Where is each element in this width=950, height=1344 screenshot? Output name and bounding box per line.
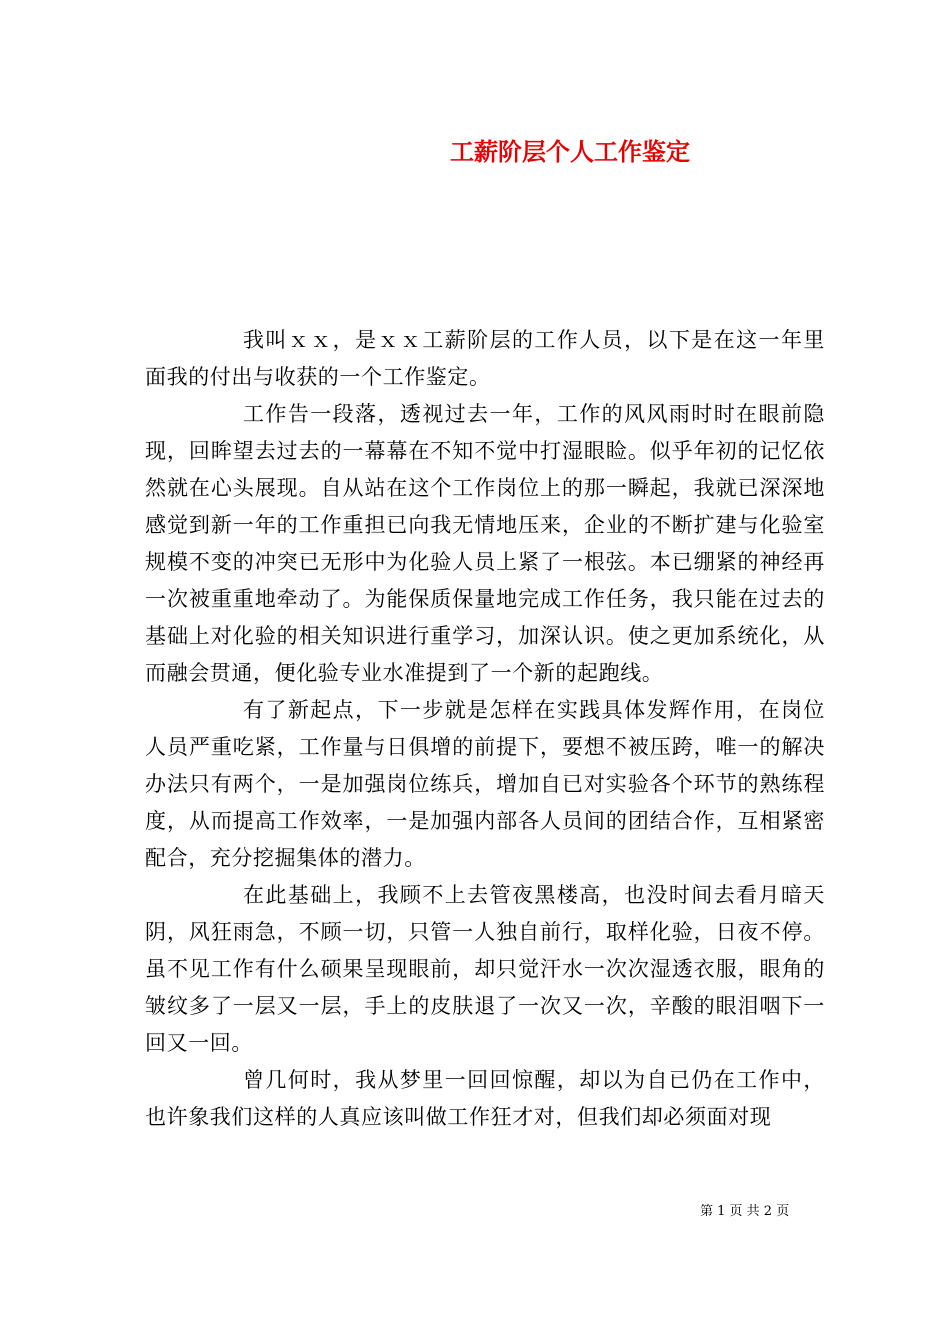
paragraph-1: 我叫ｘｘ，是ｘｘ工薪阶层的工作人员，以下是在这一年里面我的付出与收获的一个工作鉴定。 (145, 328, 825, 389)
page-number-footer: 第 1 页 共 2 页 (700, 1204, 790, 1219)
paragraph-2: 工作告一段落，透视过去一年，工作的风风雨时时在眼前隐现，回眸望去过去的一幕幕在不知不觉中打湿眼睑。似乎年初的记忆依然就在心头展现。自从站在这个工作岗位上的那一瞬起，我就已深深地感觉到新一年的工作重担已向我无情地压来，企业的不断扩建与化验室规模不变的冲突已无形中为化验人员上紧了一根弦。本已绷紧的神经再一次被重重地牵动了。为能保质保量地完成工作任务，我只能在过去的基础上对化验的相关知识进行重学习，加深认识。使之更加系统化，从而融会贯通，便化验专业水准提到了一个新的起跑线。 (145, 402, 825, 685)
paragraph-4: 在此基础上，我顾不上去管夜黑楼高，也没时间去看月暗天阴，风狂雨急，不顾一切，只管一人独自前行，取样化验，日夜不停。虽不见工作有什么硕果呈现眼前，却只觉汗水一次次湿透衣服，眼角的皱纹多了一层又一层，手上的皮肤退了一次又一次，辛酸的眼泪咽下一回又一回。 (145, 883, 825, 1055)
document-body (145, 322, 825, 1136)
paragraph-3: 有了新起点，下一步就是怎样在实践具体发辉作用，在岗位人员严重吃紧，工作量与日俱增的前提下，要想不被压跨，唯一的解决办法只有两个，一是加强岗位练兵，增加自已对实验各个环节的熟练程度，从而提高工作效率，一是加强内部各人员间的团结合作，互相紧密配合，充分挖掘集体的潜力。 (145, 698, 825, 870)
paragraph-5: 曾几何时，我从梦里一回回惊醒，却以为自已仍在工作中，也许象我们这样的人真应该叫做工作狂才对，但我们却必须面对现 (145, 1068, 825, 1129)
document-title: 工薪阶层个人工作鉴定 (450, 137, 690, 166)
